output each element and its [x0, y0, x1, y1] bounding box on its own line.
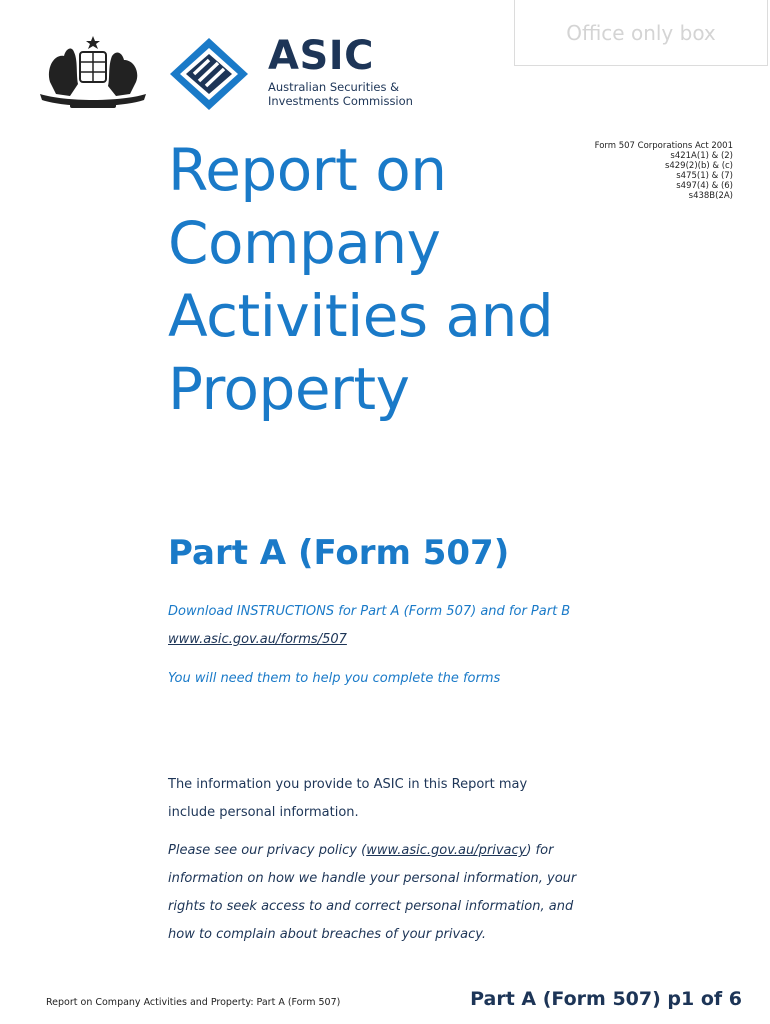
- part-heading: Part A (Form 507): [168, 533, 510, 573]
- privacy-policy-line: how to complain about breaches of your privacy.: [168, 927, 487, 942]
- legislation-line: s475(1) & (7): [676, 171, 733, 181]
- coat-of-arms-icon: [36, 34, 150, 114]
- legislation-line: s438B(2A): [688, 191, 733, 201]
- privacy-suffix: ) for: [526, 843, 554, 858]
- legislation-line: s421A(1) & (2): [670, 151, 733, 161]
- title-line: Activities and: [168, 282, 554, 350]
- privacy-policy-line: information on how we handle your personal information, your: [168, 871, 577, 886]
- asic-logo-icon: [168, 36, 250, 112]
- download-instructions: Download INSTRUCTIONS for Part A (Form 507) and for Part B: [168, 604, 571, 619]
- privacy-intro-line: The information you provide to ASIC in this Report may: [168, 777, 528, 792]
- privacy-intro: [168, 771, 588, 827]
- page-title: [168, 134, 588, 426]
- legislation-line: s497(4) & (6): [676, 181, 733, 191]
- asic-full-name: [268, 80, 413, 108]
- forms-link[interactable]: www.asic.gov.au/forms/507: [168, 632, 347, 647]
- legislation-line: Form 507 Corporations Act 2001: [594, 141, 733, 151]
- footer-page-number: Part A (Form 507) p1 of 6: [470, 988, 742, 1010]
- privacy-policy-line: [168, 837, 598, 865]
- title-line: Company: [168, 209, 441, 277]
- privacy-policy-line: rights to seek access to and correct personal information, and: [168, 899, 574, 914]
- instructions-note: You will need them to help you complete the forms: [168, 671, 501, 686]
- asic-name-line2: Investments Commission: [268, 94, 413, 108]
- privacy-link[interactable]: www.asic.gov.au/privacy: [366, 843, 527, 858]
- legislation-line: s429(2)(b) & (c): [664, 161, 733, 171]
- asic-wordmark: ASIC: [268, 33, 375, 79]
- privacy-intro-line: include personal information.: [168, 805, 359, 820]
- footer-document-title: Report on Company Activities and Property: Part A (Form 507): [46, 997, 341, 1008]
- privacy-policy-text: [168, 837, 598, 949]
- title-line: Property: [168, 355, 410, 423]
- title-line: Report on: [168, 136, 447, 204]
- asic-name-line1: Australian Securities &: [268, 80, 400, 94]
- office-only-box: [514, 0, 768, 66]
- legislation-reference: [595, 141, 733, 201]
- privacy-prefix: Please see our privacy policy (: [168, 843, 367, 858]
- office-only-label: Office only box: [566, 20, 716, 45]
